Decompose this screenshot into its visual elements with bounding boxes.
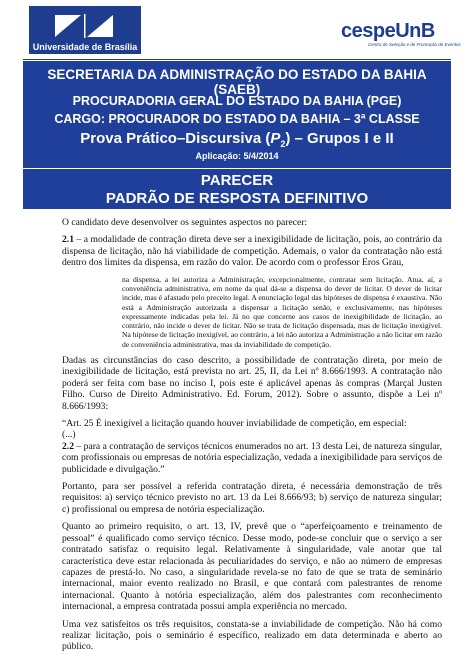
banner-prova-sub: 2 — [280, 139, 286, 149]
item-number-2-1: 2.1 — [62, 234, 74, 246]
item-number-2-2: 2.2 — [62, 440, 74, 452]
document-body — [62, 217, 442, 659]
paragraph-dadas: Dadas as circunstâncias do caso descrito, a possibilidade de contratação direta, por meio de inexigibilidade de licitação, está prevista no art. 25, II, da Lei nº 8.666/1993. A contratação não poderá ser feita com base no inciso I, pois este é aplicável apenas às compras (Marçal Justen Filho. Curso de Direito Administrativo. Ed. Forum, 2012). Sobre o assunto, dispõe a Lei nº 8.666/1993: — [62, 355, 442, 412]
paragraph-2-1-text: – a modalidade de contração direta deve ser a inexigibilidade de licitação, pois, ao contrário da dispensa de licitação, não há viabilidade de competição. Ademais, o valor da contratação não está dentro dos limites da dispensa, em razão do valor. De acordo com o professor Eros Grau, — [62, 234, 442, 269]
paragraph-2-1 — [62, 234, 442, 268]
paragraph-portanto: Portanto, para ser possível a referida contratação direta, é necessária demonstração de três requisitos: a) serviço técnico previsto no art. 13 da Lei 8.666/93; b) serviço de natureza singular; c) profissional ou empresa de notória especialização. — [62, 481, 442, 515]
cespe-logo-text: cespeUnB — [341, 20, 435, 42]
unb-logo — [29, 6, 141, 54]
banner-aplicacao: Aplicação: 5/4/2014 — [195, 151, 279, 161]
banner-procuradoria: PROCURADORIA GERAL DO ESTADO DA BAHIA (PGE) — [72, 94, 402, 108]
paragraph-quanto: Quanto ao primeiro requisito, o art. 13, IV, prevê que o “aperfeiçoamento e treinamento de pessoal” é qualificado como serviço técnico. Desse modo, pode-se concluir que o serviço a ser contratado satisfaz o requisito legal. Relativamente à singularidade, vale anotar que tal característica deve estar relacionada às peculiaridades do serviço, e não ao número de empresas capazes de prestá-lo. No caso, a singularidade revela-se no fato de que se trata de seminário internacional, maior evento realizado no Brasil, e que contará com palestrantes de renome internacional. Quanto à notória especialização, além dos palestrantes com reconhecimento internacional, a empresa contratada possui ampla experiência no mercado. — [62, 521, 442, 613]
banner-prova-a: Prova Prático–Discursiva ( — [80, 130, 271, 147]
page-header — [0, 0, 474, 57]
quote-art-25 — [62, 418, 442, 441]
banner-prova — [23, 130, 451, 149]
header-divider — [23, 59, 451, 60]
title-padrao: PADRÃO DE RESPOSTA DEFINITIVO — [105, 190, 369, 207]
banner-prova-p: P — [270, 130, 281, 147]
banner-secretaria: SECRETARIA DA ADMINISTRAÇÃO DO ESTADO DA BAHIA (SAEB) — [47, 67, 427, 97]
banner-prova-b: ) – Grupos I e II — [285, 130, 394, 147]
paragraph-2-2-text: – para a contratação de serviços técnicos enumerados no art. 13 desta Lei, de natureza singular, com profissionais ou empresas de notória especialização, vedada a inexigibilidade para serviços de publicidade e divulgação.” — [62, 440, 442, 475]
exam-banner — [23, 61, 451, 168]
paragraph-2-2 — [62, 441, 442, 475]
title-parecer: PARECER — [200, 172, 274, 189]
banner-cargo: CARGO: PROCURADOR DO ESTADO DA BAHIA – 3ª CLASSE — [54, 112, 420, 126]
unb-emblem-icon — [51, 11, 117, 41]
title-banner — [23, 169, 451, 209]
intro-paragraph: O candidato deve desenvolver os seguintes aspectos no parecer: — [62, 217, 308, 228]
quote-eros-grau: na dispensa, a lei autoriza a Administração, excepcionalmente, contratar sem licitação. Atua, aí, a conveniência administrativa, em nome da qual dá-se a dispensa do dever de licitar. O dever de licitar incide, mas é afastado pelo preceito legal. A enunciação legal das hipóteses de dispensa é exaustiva. Não está a Administração autorizada a dispensar a licitação senão, e exclusivamente, nas hipóteses expressamente indicadas pela lei. Já no que concerne aos casos de inexigibilidade de licitação, ao contrário, não incide o dever de licitar. Não se trata de licitação dispensada, mas de licitação inexigível. Na hipótese de licitação inexigível, ao contrário, a lei não autoriza a Administração a não licitar em razão de conveniência administrativa, mas da inviabilidade de competição. — [122, 274, 442, 349]
quote-ellipsis: (...) — [62, 429, 76, 441]
cespe-logo — [341, 20, 459, 50]
paragraph-uma-vez: Uma vez satisfeitos os três requisitos, constata-se a inviabilidade de competição. Não há como realizar licitação, pois o seminário é específico, realizado em data determinada e aberto ao público. — [62, 618, 442, 653]
unb-name: Universidade de Brasília — [32, 42, 138, 52]
quote-art-25-text: “Art. 25 É inexigível a licitação quando houver inviabilidade de competição, em especial: — [62, 418, 407, 430]
cespe-tagline: Centro de Seleção e de Promoção de Eventos — [368, 42, 461, 47]
